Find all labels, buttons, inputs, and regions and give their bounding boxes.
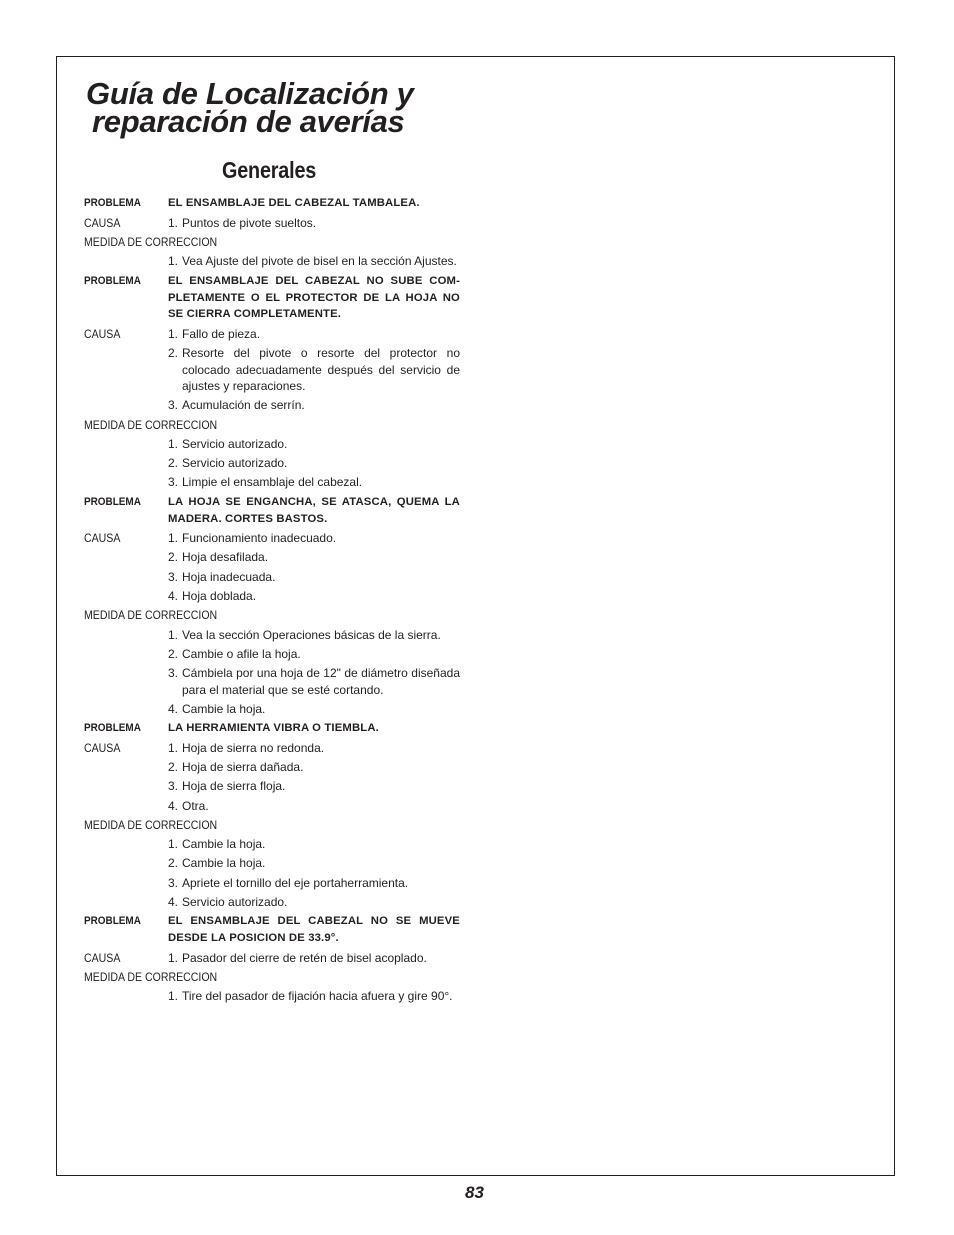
item-number: 1. xyxy=(168,989,179,1004)
list-item xyxy=(168,875,460,892)
problem-text: EL ENSAMBLAJE DEL CABEZAL TAMBALEA. xyxy=(168,197,420,209)
item-text: Vea la sección Operaciones básicas de la sierra. xyxy=(182,627,441,642)
item-number: 2. xyxy=(168,646,179,661)
item-number: 1. xyxy=(168,531,179,546)
problem-text: LA HOJA SE ENGANCHA, SE ATASCA, QUEMA LA MADERA. CORTES BASTOS. xyxy=(168,496,460,525)
list-item xyxy=(168,530,460,547)
list-item xyxy=(168,988,460,1005)
list-item xyxy=(168,436,460,453)
correction-row xyxy=(84,417,460,434)
title-line-1: Guía de Localización y xyxy=(86,76,414,111)
list-item xyxy=(168,326,460,343)
item-number: 3. xyxy=(168,665,179,680)
item-number: 1. xyxy=(168,215,179,230)
item-text: Limpie el ensamblaje del cabezal. xyxy=(182,475,363,490)
cause-list xyxy=(168,528,460,605)
item-text: Hoja de sierra dañada. xyxy=(182,760,304,775)
item-text: Resorte del pivote o resorte del protector no colocado adecuadamente después del servicio de ajustes y reparaciones. xyxy=(182,345,460,394)
item-text: Acumulación de serrín. xyxy=(182,398,305,413)
list-item xyxy=(168,455,460,472)
correction-list xyxy=(84,988,460,1005)
list-item xyxy=(168,665,460,698)
item-number: 3. xyxy=(168,875,179,890)
list-item xyxy=(168,836,460,853)
page-number: 83 xyxy=(465,1183,484,1202)
list-item xyxy=(168,627,460,644)
correction-label: MEDIDA DE CORRECCION xyxy=(84,417,218,432)
cause-list xyxy=(168,212,460,231)
list-item xyxy=(168,701,460,718)
problem-text: LA HERRAMIENTA VIBRA O TIEMBLA. xyxy=(168,722,379,735)
troubleshooting-list xyxy=(84,192,460,1005)
problem-text: EL ENSAMBLAJE DEL CABEZAL NO SE MUEVE DESDE LA POSICION DE 33.9°. xyxy=(168,915,460,945)
item-text: Fallo de pieza. xyxy=(182,326,261,341)
troubleshooting-section xyxy=(84,494,460,717)
item-text: Otra. xyxy=(182,798,209,813)
problem-row xyxy=(84,913,460,946)
item-number: 2. xyxy=(168,456,179,471)
cause-label: CAUSA xyxy=(84,950,121,965)
item-number: 3. xyxy=(168,569,179,584)
section-subtitle: Generales xyxy=(222,157,317,183)
item-text: Servicio autorizado. xyxy=(182,437,288,452)
item-text: Cambie la hoja. xyxy=(182,701,266,716)
title-line-2: reparación de averías xyxy=(92,104,405,139)
item-number: 2. xyxy=(168,345,179,360)
item-text: Hoja desafilada. xyxy=(182,550,269,565)
list-item xyxy=(168,894,460,911)
correction-row xyxy=(84,607,460,624)
item-number: 4. xyxy=(168,701,179,716)
item-text: Cambie la hoja. xyxy=(182,856,266,871)
item-number: 3. xyxy=(168,779,179,794)
list-item xyxy=(168,855,460,872)
list-item xyxy=(168,759,460,776)
item-number: 1. xyxy=(168,437,179,452)
item-number: 1. xyxy=(168,950,179,965)
list-item xyxy=(168,474,460,491)
troubleshooting-section xyxy=(84,273,460,491)
correction-list xyxy=(84,436,460,491)
correction-list xyxy=(84,836,460,910)
item-number: 4. xyxy=(168,894,179,909)
correction-label: MEDIDA DE CORRECCION xyxy=(84,818,218,833)
problem-label: PROBLEMA xyxy=(84,915,141,928)
item-text: Pasador del cierre de retén de bisel acoplado. xyxy=(182,950,427,965)
problem-label: PROBLEMA xyxy=(84,722,141,735)
item-number: 1. xyxy=(168,326,179,341)
item-text: Hoja de sierra no redonda. xyxy=(182,740,325,755)
problem-row xyxy=(84,720,460,737)
item-number: 1. xyxy=(168,254,179,269)
list-item xyxy=(168,253,460,270)
item-number: 1. xyxy=(168,740,179,755)
item-text: Cambie la hoja. xyxy=(182,837,266,852)
cause-list xyxy=(168,947,460,966)
cause-label: CAUSA xyxy=(84,326,121,341)
list-item xyxy=(168,569,460,586)
troubleshooting-section xyxy=(84,913,460,1005)
list-item xyxy=(168,397,460,414)
cause-row xyxy=(84,950,460,967)
problem-label: PROBLEMA xyxy=(84,496,141,509)
correction-label: MEDIDA DE CORRECCION xyxy=(84,970,218,985)
cause-row xyxy=(84,215,460,232)
correction-row xyxy=(84,234,460,251)
item-number: 3. xyxy=(168,475,179,490)
item-text: Funcionamiento inadecuado. xyxy=(182,531,337,546)
troubleshooting-section xyxy=(84,720,460,910)
item-number: 3. xyxy=(168,398,179,413)
cause-list xyxy=(168,737,460,814)
list-item xyxy=(168,345,460,395)
list-item xyxy=(168,798,460,815)
item-number: 2. xyxy=(168,550,179,565)
item-text: Servicio autorizado. xyxy=(182,894,288,909)
list-item xyxy=(168,588,460,605)
list-item xyxy=(168,740,460,757)
correction-label: MEDIDA DE CORRECCION xyxy=(84,608,218,623)
item-text: Hoja de sierra floja. xyxy=(182,779,286,794)
correction-list xyxy=(84,627,460,718)
item-text: Servicio autorizado. xyxy=(182,456,288,471)
item-number: 1. xyxy=(168,837,179,852)
list-item xyxy=(168,778,460,795)
list-item xyxy=(168,950,460,967)
problem-row xyxy=(84,195,460,212)
correction-list xyxy=(84,253,460,270)
correction-row xyxy=(84,817,460,834)
list-item xyxy=(168,646,460,663)
problem-row xyxy=(84,494,460,527)
page-title xyxy=(86,76,414,139)
item-text: Cámbiela por una hoja de 12" de diámetro diseñada para el material que se esté cortando. xyxy=(182,665,460,697)
problem-row xyxy=(84,273,460,323)
item-number: 2. xyxy=(168,760,179,775)
list-item xyxy=(168,215,460,232)
cause-row xyxy=(84,740,460,814)
item-number: 4. xyxy=(168,588,179,603)
item-text: Puntos de pivote sueltos. xyxy=(182,215,317,230)
cause-label: CAUSA xyxy=(84,531,121,546)
problem-label: PROBLEMA xyxy=(84,197,141,209)
item-text: Tire del pasador de fijación hacia afuera y gire 90°. xyxy=(182,989,453,1004)
troubleshooting-section xyxy=(84,195,460,270)
item-text: Cambie o afile la hoja. xyxy=(182,646,301,661)
cause-row xyxy=(84,530,460,604)
item-number: 4. xyxy=(168,798,179,813)
item-number: 2. xyxy=(168,856,179,871)
cause-label: CAUSA xyxy=(84,740,121,755)
cause-list xyxy=(168,323,460,414)
correction-row xyxy=(84,969,460,986)
problem-label: PROBLEMA xyxy=(84,274,141,287)
item-number: 1. xyxy=(168,627,179,642)
list-item xyxy=(168,549,460,566)
item-text: Hoja inadecuada. xyxy=(182,569,276,584)
correction-label: MEDIDA DE CORRECCION xyxy=(84,235,218,250)
problem-text: EL ENSAMBLAJE DEL CABEZAL NO SUBE COM-PLETAMENTE O EL PROTECTOR DE LA HOJA NO SE CIERRA COMPLETAMENTE. xyxy=(168,274,460,321)
cause-label: CAUSA xyxy=(84,215,121,230)
cause-row xyxy=(84,326,460,414)
item-text: Hoja doblada. xyxy=(182,588,257,603)
item-text: Vea Ajuste del pivote de bisel en la sección Ajustes. xyxy=(182,254,457,269)
item-text: Apriete el tornillo del eje portaherramienta. xyxy=(182,875,409,890)
